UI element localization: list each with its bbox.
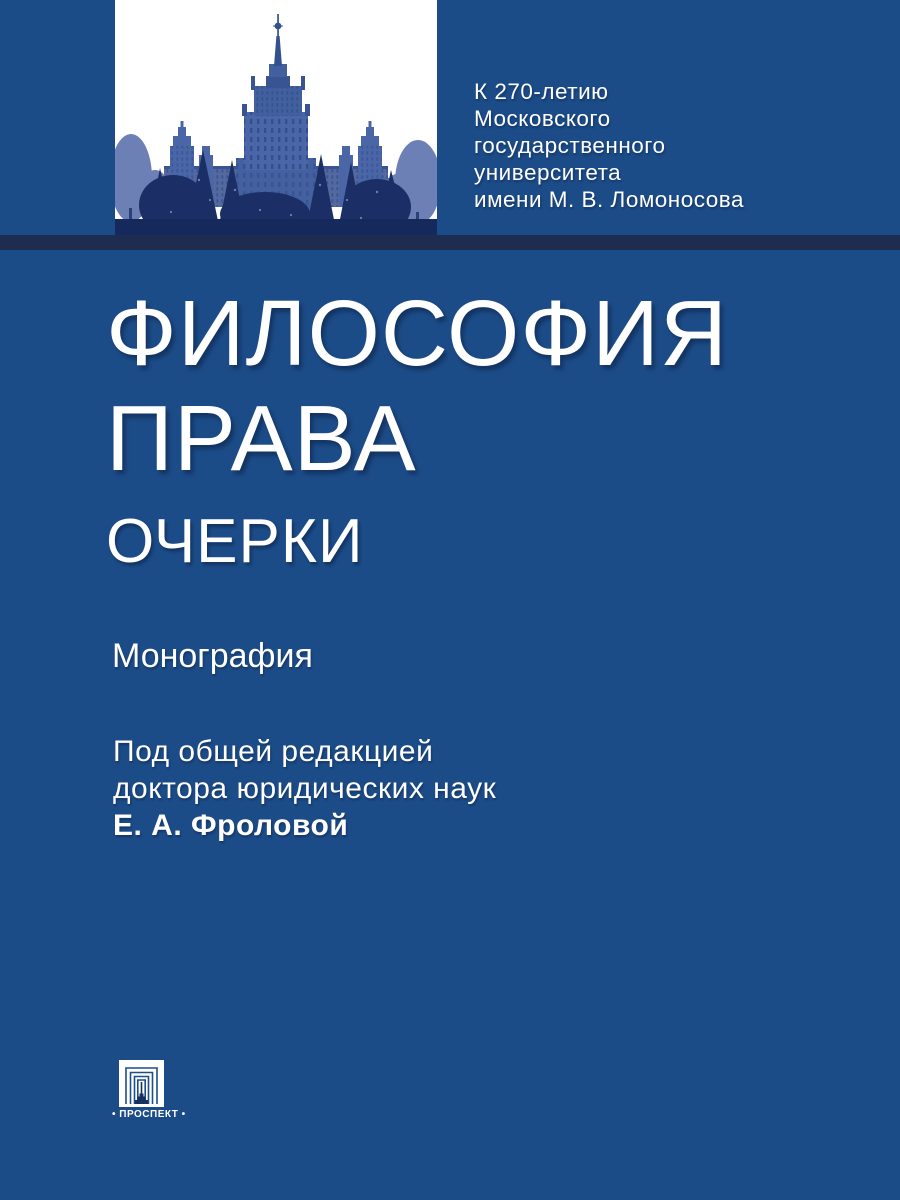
- dedication-text: [474, 78, 744, 213]
- book-title: [106, 281, 728, 491]
- editors-line2: доктора юридических наук: [113, 772, 497, 805]
- dedication-line: Московского: [474, 106, 611, 131]
- cover-photo: [115, 0, 437, 235]
- prospekt-emblem-icon: [119, 1060, 164, 1107]
- edition-type-label: Монография: [112, 637, 313, 675]
- publisher-logo: [112, 1060, 186, 1120]
- publisher-name: • ПРОСПЕКТ •: [112, 1109, 186, 1120]
- book-subtitle: ОЧЕРКИ: [106, 507, 364, 576]
- editor-name: Е. А. Фроловой: [113, 809, 349, 842]
- book-title-line2: ПРАВА: [106, 386, 417, 490]
- msu-building-illustration: [115, 0, 437, 235]
- editors-line1: Под общей редакцией: [113, 735, 434, 768]
- divider-band: [0, 235, 900, 250]
- dedication-line: университета: [474, 160, 622, 185]
- editors-block: [113, 733, 496, 844]
- book-title-line1: ФИЛОСОФИЯ: [106, 281, 729, 385]
- dedication-line: К 270-летию: [474, 79, 609, 104]
- dedication-line: имени М. В. Ломоносова: [474, 187, 744, 212]
- dedication-line: государственного: [474, 133, 666, 158]
